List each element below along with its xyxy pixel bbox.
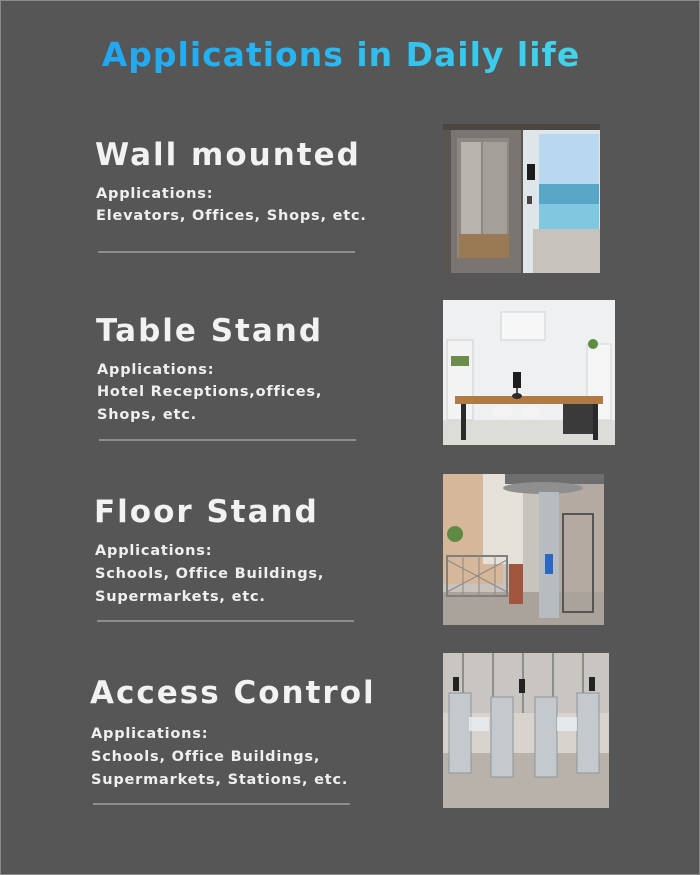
- section-table-stand: [96, 313, 426, 453]
- section-title: Floor Stand: [94, 494, 319, 530]
- section-text-line: Supermarkets, etc.: [95, 589, 266, 605]
- section-divider: [93, 803, 350, 805]
- section-text-line: Schools, Office Buildings,: [95, 566, 325, 582]
- section-label: Applications:: [91, 726, 209, 742]
- section-text-line: Hotel Receptions,offices,: [97, 384, 323, 400]
- section-divider: [98, 251, 355, 253]
- turnstile-access-control-photo: [443, 653, 609, 808]
- section-title: Access Control: [90, 675, 376, 711]
- section-wall-mounted: [95, 137, 425, 267]
- section-title: Wall mounted: [95, 137, 361, 173]
- section-divider: [97, 620, 354, 622]
- reception-table-stand-photo: [443, 300, 615, 445]
- section-text-line: Shops, etc.: [97, 407, 197, 423]
- gate-floor-stand-photo: [443, 474, 604, 625]
- section-text-line: Schools, Office Buildings,: [91, 749, 321, 765]
- section-divider: [99, 439, 356, 441]
- section-title: Table Stand: [96, 313, 324, 349]
- elevator-wall-mounted-photo: [443, 124, 600, 273]
- section-access-control: [90, 675, 430, 815]
- section-label: Applications:: [95, 543, 213, 559]
- section-label: Applications:: [97, 362, 215, 378]
- section-text-line: Elevators, Offices, Shops, etc.: [96, 208, 367, 224]
- page-title: Applications in Daily life: [1, 35, 681, 74]
- section-floor-stand: [94, 494, 424, 634]
- section-label: Applications:: [96, 186, 214, 202]
- section-text-line: Supermarkets, Stations, etc.: [91, 772, 349, 788]
